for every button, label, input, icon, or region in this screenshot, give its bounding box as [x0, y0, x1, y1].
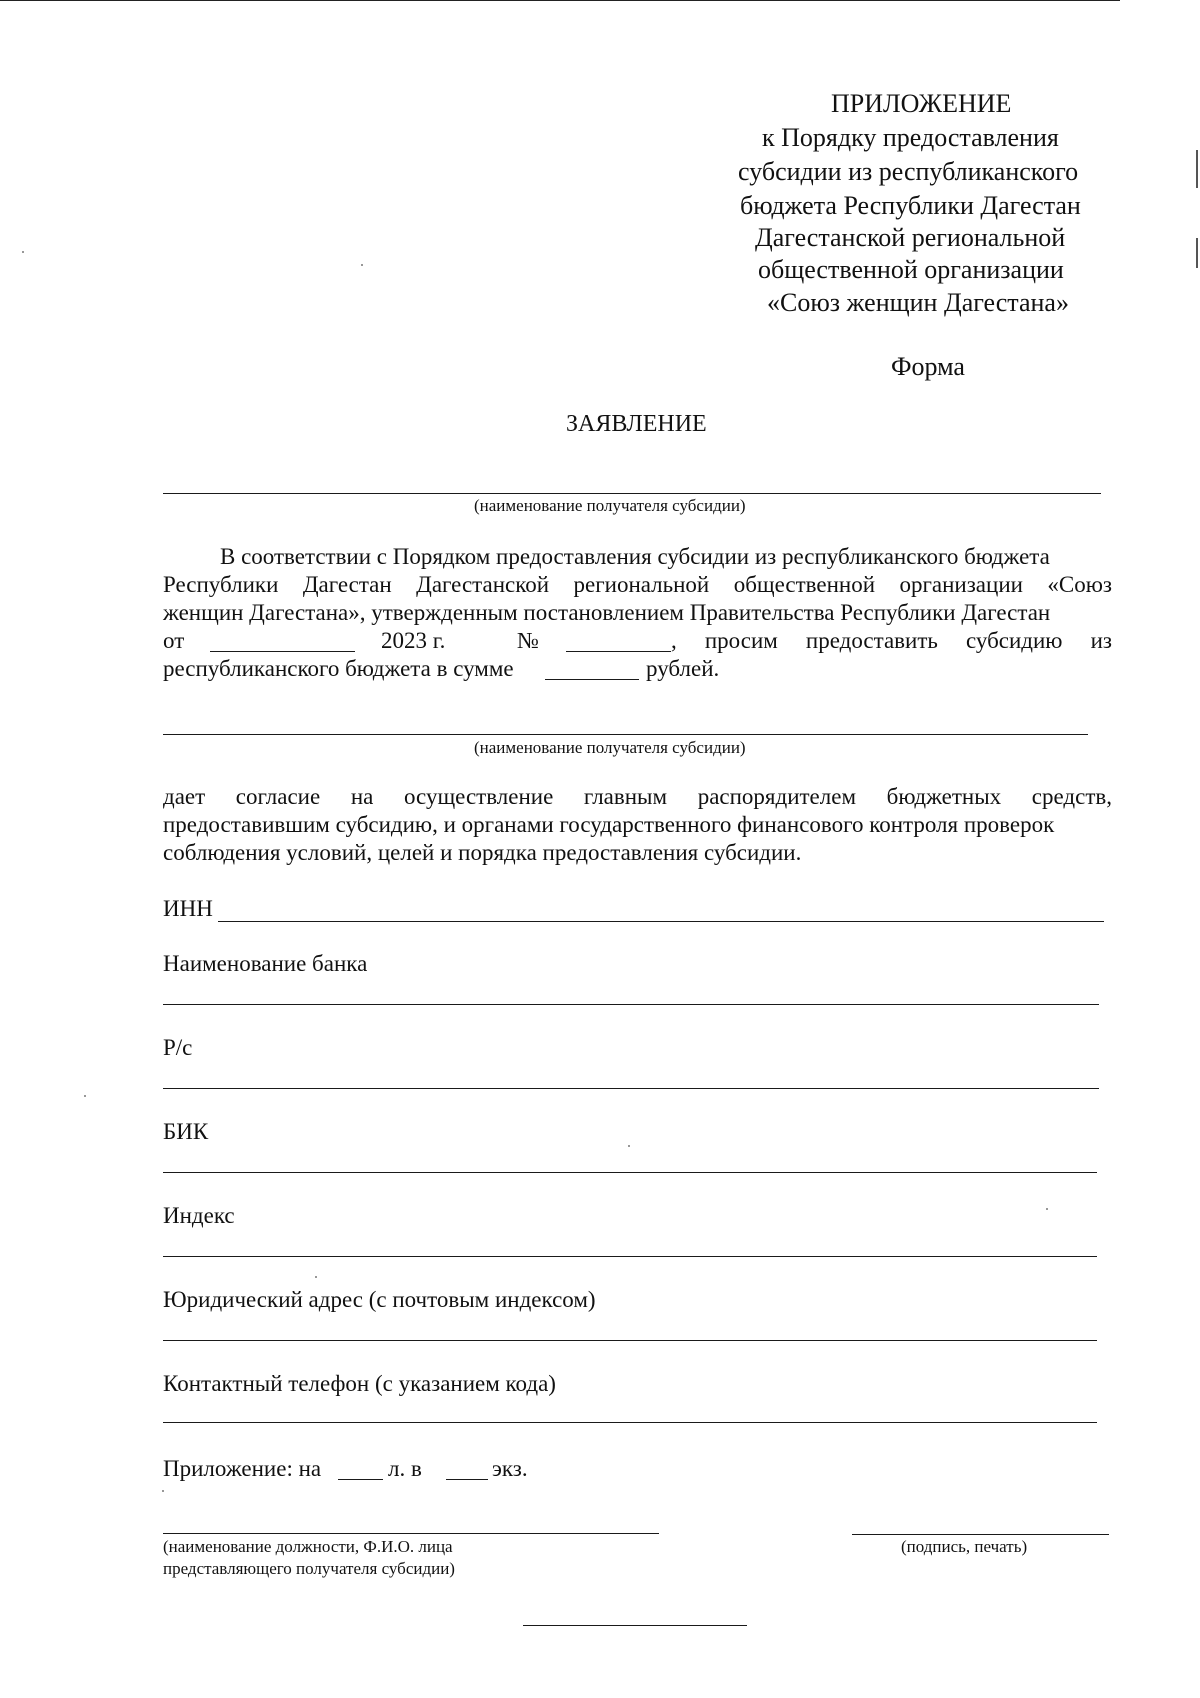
attachment-copies-blank — [446, 1479, 488, 1480]
paragraph1-line2: Республики Дагестан Дагестанской региональной общественной организации «Союз — [163, 572, 1112, 597]
amount-blank — [545, 679, 639, 680]
paragraph1-line3: женщин Дагестана», утвержденным постановлением Правительства Республики Дагестан — [163, 600, 1051, 625]
paragraph1-line5-amount-label: республиканского бюджета в сумме — [163, 656, 514, 681]
scan-speck — [162, 1490, 164, 1492]
form-label: Форма — [891, 352, 965, 381]
scan-speck — [628, 1145, 630, 1147]
appendix-line-6: «Союз женщин Дагестана» — [767, 288, 1069, 317]
signature-caption: (подпись, печать) — [901, 1537, 1028, 1556]
bik-line — [163, 1172, 1097, 1173]
paragraph1-line4-number-sign: № — [517, 628, 539, 653]
appendix-title: ПРИЛОЖЕНИЕ — [831, 89, 1012, 118]
scan-edge-mark-1 — [1196, 150, 1198, 188]
appendix-line-1: к Порядку предоставления — [762, 123, 1059, 152]
scan-speck — [315, 1276, 317, 1278]
scan-top-edge — [0, 0, 1120, 1]
scan-edge-mark-2 — [1196, 238, 1198, 268]
attachment-suffix: экз. — [492, 1456, 528, 1481]
appendix-line-3: бюджета Республики Дагестан — [740, 191, 1081, 220]
attachment-pages-blank — [338, 1479, 383, 1480]
paragraph1-line5-currency: рублей. — [646, 656, 720, 681]
position-caption-line1: (наименование должности, Ф.И.О. лица — [163, 1537, 453, 1556]
position-caption-line2: представляющего получателя субсидии) — [163, 1559, 455, 1578]
account-label: Р/с — [163, 1035, 193, 1060]
paragraph2-line3: соблюдения условий, целей и порядка предоставления субсидии. — [163, 840, 802, 865]
recipient-name-line — [163, 493, 1101, 494]
appendix-line-4: Дагестанской региональной — [755, 223, 1066, 252]
paragraph1-line4-request: , просим предоставить субсидию из — [671, 628, 1112, 653]
paragraph2-line1: дает согласие на осуществление главным распорядителем бюджетных средств, — [163, 784, 1112, 809]
phone-line — [163, 1422, 1097, 1423]
appendix-line-5: общественной организации — [758, 255, 1064, 284]
inn-label: ИНН — [163, 896, 213, 921]
paragraph1-line4-from: от — [163, 628, 185, 653]
index-line — [163, 1256, 1097, 1257]
signature-line — [852, 1534, 1109, 1535]
bank-name-label: Наименование банка — [163, 951, 368, 976]
recipient-caption: (наименование получателя субсидии) — [474, 496, 746, 515]
appendix-line-2: субсидии из республиканского — [738, 157, 1079, 186]
index-label: Индекс — [163, 1203, 235, 1228]
phone-label: Контактный телефон (с указанием кода) — [163, 1371, 556, 1396]
attachment-middle: л. в — [388, 1456, 422, 1481]
number-blank — [566, 651, 671, 652]
recipient-caption-2: (наименование получателя субсидии) — [474, 738, 746, 757]
recipient-name-line-2 — [163, 734, 1088, 735]
legal-address-label: Юридический адрес (с почтовым индексом) — [163, 1287, 596, 1312]
bank-name-line — [163, 1004, 1099, 1005]
scan-speck — [1046, 1208, 1048, 1210]
footer-line — [523, 1625, 747, 1626]
scan-speck — [361, 264, 363, 266]
attachment-prefix: Приложение: на — [163, 1456, 322, 1481]
scan-speck — [84, 1095, 86, 1097]
bik-label: БИК — [163, 1119, 209, 1144]
document-title: ЗАЯВЛЕНИЕ — [566, 411, 707, 437]
date-blank — [210, 651, 355, 652]
scan-speck — [22, 251, 24, 253]
account-line — [163, 1088, 1099, 1089]
paragraph2-line2: предоставившим субсидию, и органами государственного финансового контроля проверок — [163, 812, 1055, 837]
paragraph1-line1: В соответствии с Порядком предоставления субсидии из республиканского бюджета — [220, 544, 1050, 569]
position-line — [163, 1533, 659, 1534]
legal-address-line — [163, 1340, 1097, 1341]
inn-line — [218, 921, 1104, 922]
paragraph1-line4-year: 2023 г. — [381, 628, 446, 653]
